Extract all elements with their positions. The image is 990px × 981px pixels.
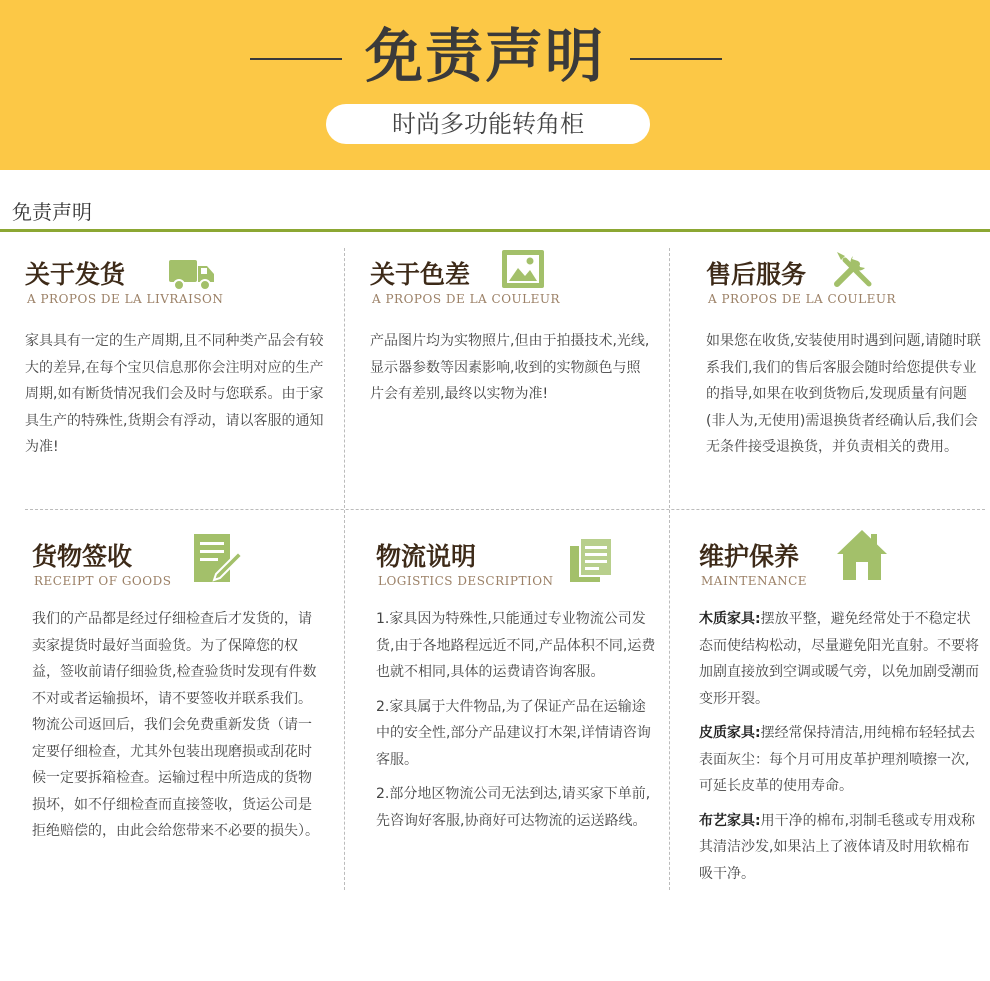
- card-subtitle: A PROPOS DE LA LIVRAISON: [27, 292, 224, 306]
- card-subtitle: RECEIPT OF GOODS: [34, 574, 172, 588]
- page-title: 免责声明: [364, 22, 605, 90]
- card-body: [706, 328, 981, 469]
- info-card-logistics: [376, 540, 662, 885]
- house-icon: [835, 528, 889, 588]
- card-title: 售后服务: [706, 260, 807, 289]
- tools-icon: [831, 246, 875, 294]
- card-paragraph: 家具具有一定的生产周期,且不同种类产品会有较大的差异,在每个宝贝信息那你会注明对应的生产周期,如有断货情况我们会及时与您联系。由于家具生产的特殊性,货期会有浮动，请以客服的通知为准!: [25, 333, 324, 455]
- grid-separator-v2-bottom: [669, 510, 670, 890]
- card-body: [32, 606, 324, 853]
- card-subtitle: A PROPOS DE LA COULEUR: [708, 292, 897, 306]
- grid-separator-v1-top: [344, 248, 345, 508]
- maintenance-item-text: 摆放平整，避免经常处于不稳定状态而使结构松动，尽量避免阳光直射。不要将加剧直接放到空调或暖气旁，以免加剧受潮而变形开裂。: [699, 611, 979, 707]
- maintenance-item: [699, 720, 979, 800]
- maintenance-item-key: 木质家具:: [699, 611, 761, 627]
- info-card-after-sales: [706, 258, 981, 503]
- card-paragraph: 产品图片均为实物照片,但由于拍摄技术,光线,显示器参数等因素影响,收到的实物颜色与照片会有差别,最终以实物为准!: [370, 333, 650, 402]
- info-card-maintenance: [699, 540, 983, 885]
- picture-icon: [500, 248, 546, 296]
- grid-separator-v1-bottom: [344, 510, 345, 890]
- card-body: [376, 606, 656, 842]
- title-left-line: [250, 58, 342, 60]
- documents-icon: [568, 536, 616, 588]
- info-card-color: [370, 258, 660, 503]
- title-right-line: [630, 58, 722, 60]
- card-paragraph: 如果您在收货,安装使用时遇到问题,请随时联系我们,我们的售后客服会随时给您提供专业的指导,如果在收到货物后,发现质量有问题(非人为,无使用)需退换货者经确认后,我们会无条件接受退换货，并负责相关的费用。: [706, 333, 981, 455]
- card-title: 关于发货: [25, 260, 126, 289]
- card-body: [25, 328, 325, 469]
- document-pen-icon: [192, 532, 244, 590]
- card-subtitle: LOGISTICS DESCRIPTION: [378, 574, 554, 588]
- card-subtitle: A PROPOS DE LA COULEUR: [372, 292, 561, 306]
- info-card-shipping: [25, 258, 335, 503]
- grid-separator-v2-top: [669, 248, 670, 508]
- card-paragraph: 2.部分地区物流公司无法到达,请买家下单前,先咨询好客服,协商好可达物流的运送路线。: [376, 786, 651, 829]
- truck-icon: [167, 252, 217, 298]
- maintenance-item-text: 用干净的棉布,羽制毛毯或专用戏称其清洁沙发,如果沾上了液体请及时用软棉布吸干净。: [699, 812, 976, 882]
- maintenance-item-text: 摆经常保持清洁,用纯棉布轻轻拭去表面灰尘：每个月可用皮革护理剂喷擦一次,可延长皮革的使用寿命。: [699, 725, 976, 794]
- maintenance-item-key: 布艺家具:: [699, 812, 761, 829]
- card-body: [699, 606, 979, 895]
- maintenance-item-key: 皮质家具:: [699, 725, 761, 741]
- card-paragraph: 1.家具因为特殊性,只能通过专业物流公司发货,由于各地路程远近不同,产品体积不同,运费也就不相同,具体的运费请咨询客服。: [376, 611, 656, 680]
- card-subtitle: MAINTENANCE: [701, 574, 808, 588]
- info-card-receipt: [32, 540, 332, 885]
- card-title: 维护保养: [699, 542, 800, 571]
- card-title: 物流说明: [376, 542, 477, 571]
- section-divider: [0, 229, 990, 232]
- card-title: 关于色差: [370, 260, 471, 289]
- card-paragraph: 我们的产品都是经过仔细检查后才发货的，请卖家提货时最好当面验货。为了保障您的权益，签收前请仔细验货,检查验货时发现有件数不对或者运输损坏，请不要签收并联系我们。物流公司返回后，我们会免费重新发货（请一定要仔细检查，尤其外包装出现磨损或刮花时候一定要拆箱检查。运输过程中所造成的货物损坏，如不仔细检查而直接签收，货运公司是拒绝赔偿的，由此会给您带来不必要的损失）。: [32, 611, 319, 839]
- maintenance-item: [699, 808, 979, 888]
- header-banner: [0, 0, 990, 170]
- product-name-pill: 时尚多功能转角柜: [326, 104, 650, 144]
- card-paragraph: 2.家具属于大件物品,为了保证产品在运输途中的安全性,部分产品建议打木架,详情请咨询客服。: [376, 698, 651, 768]
- card-title: 货物签收: [32, 542, 133, 571]
- section-title: 免责声明: [12, 200, 92, 224]
- grid-separator-horizontal: [25, 509, 985, 510]
- card-body: [370, 328, 650, 416]
- maintenance-item: [699, 606, 979, 712]
